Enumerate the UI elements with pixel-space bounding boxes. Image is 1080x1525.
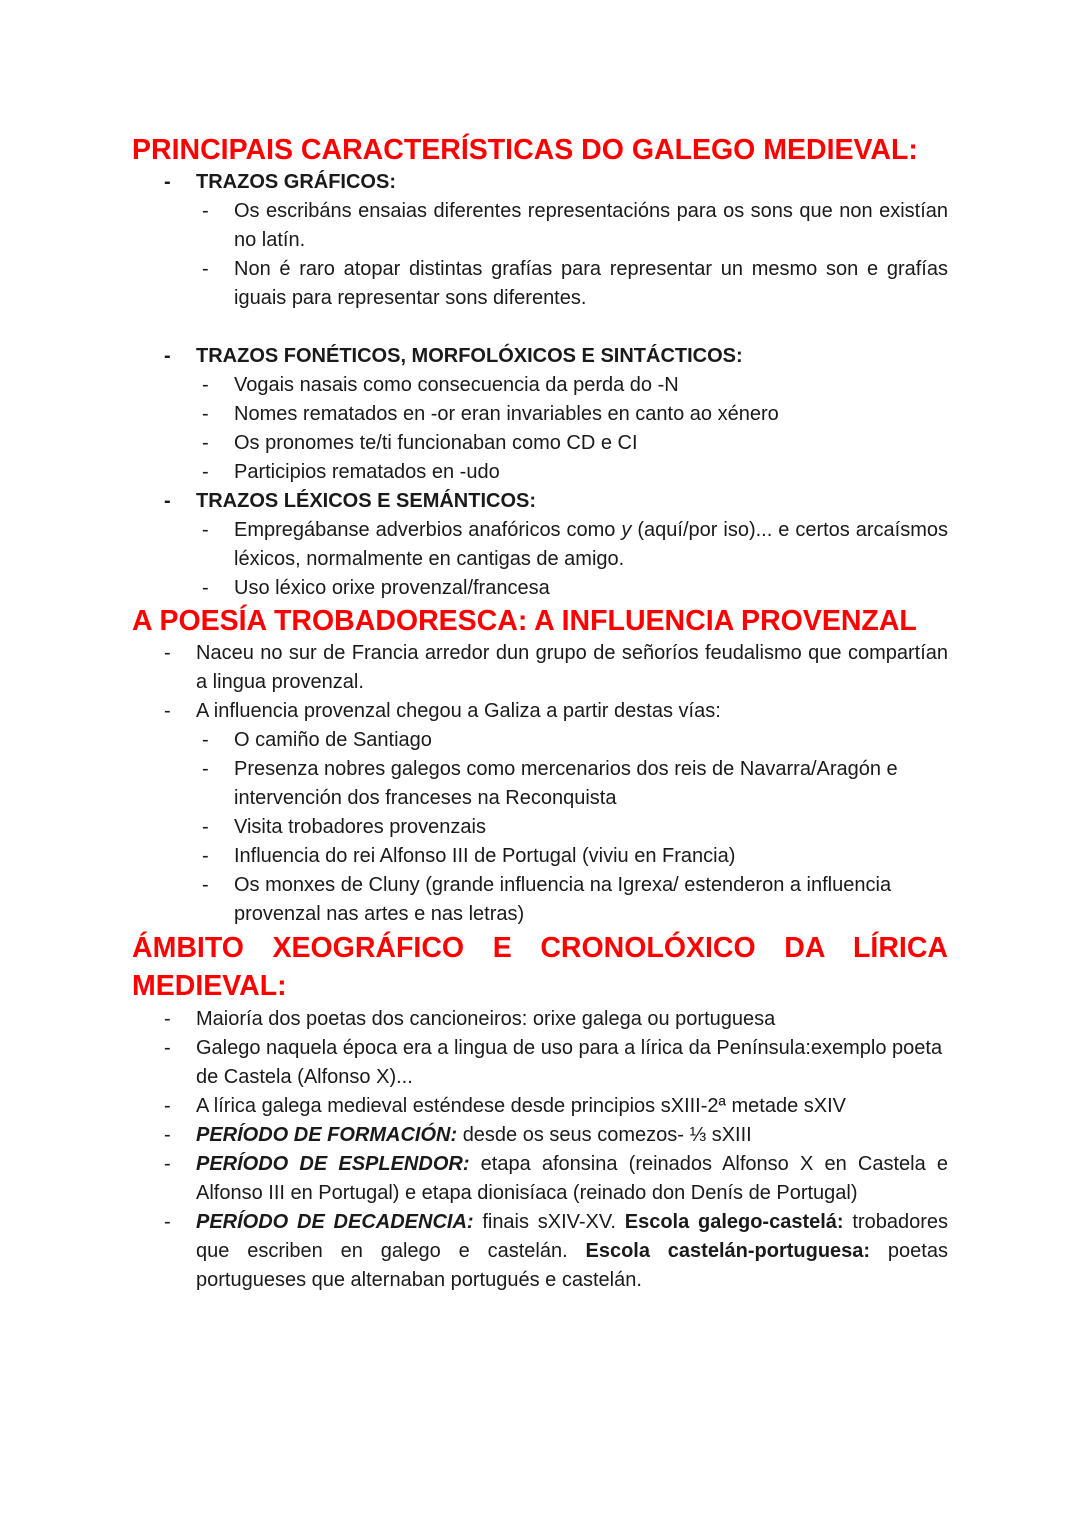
list-item: - Os escribáns ensaias diferentes representacións para os sons que non existían no latín. [202,200,948,251]
list-item-formacion: - PERÍODO DE FORMACIÓN: desde os seus comezos- ⅓ sXIII [164,1124,752,1146]
list-item: - Os pronomes te/ti funcionaban como CD e CI [202,432,638,454]
list-item: - Uso léxico orixe provenzal/francesa [202,577,550,599]
list-item-esplendor: - PERÍODO DE ESPLENDOR: etapa afonsina (reinados Alfonso X en Castela e Alfonso III en Portugal) e etapa dionisíaca (reinado don Denís de Portugal) [164,1153,948,1204]
ambito-list [132,1005,948,1295]
list-item: - Galego naquela época era a lingua de uso para a lírica da Península:exemplo poeta de Castela (Alfonso X)... [164,1037,943,1088]
list-item: - Presenza nobres galegos como mercenarios dos reis de Navarra/Aragón e intervención dos franceses na Reconquista [202,758,898,809]
list-item: - Naceu no sur de Francia arredor dun grupo de señoríos feudalismo que compartían a lingua provenzal. [164,642,948,693]
list-item: - Visita trobadores provenzais [202,816,486,838]
list-item: - Participios rematados en -udo [202,461,500,483]
list-item: - Nomes rematados en -or eran invariables en canto ao xénero [202,403,779,425]
section-title-ambito: ÁMBITO XEOGRÁFICO E CRONOLÓXICO DA LÍRICA MEDIEVAL: [132,932,948,1002]
section-title-poesia-trobadoresca: A POESÍA TROBADORESCA: A INFLUENCIA PROVENZAL [132,605,917,637]
group-heading: TRAZOS GRÁFICOS: [196,171,396,193]
group-trazos-lexicos: - TRAZOS LÉXICOS E SEMÁNTICOS: [164,490,537,512]
group-heading: TRAZOS LÉXICOS E SEMÁNTICOS: [196,490,537,512]
caracteristicas-list [132,168,948,313]
list-item: - A lírica galega medieval esténdese desde principios sXIII-2ª metade sXIV [164,1095,846,1117]
list-item: - A influencia provenzal chegou a Galiza a partir destas vías: [164,700,721,722]
list-item: - Empregábanse adverbios anafóricos como y (aquí/por iso)... e certos arcaísmos léxicos, normalmente en cantigas de amigo. [202,519,948,570]
group-trazos-graficos: - TRAZOS GRÁFICOS: [164,171,396,193]
group-heading: TRAZOS FONÉTICOS, MORFOLÓXICOS E SINTÁCTICOS: [196,345,743,367]
list-item: - Vogais nasais como consecuencia da perda do -N [202,374,679,396]
list-item: - O camiño de Santiago [202,729,432,751]
group-trazos-foneticos: - TRAZOS FONÉTICOS, MORFOLÓXICOS E SINTÁCTICOS: [164,345,743,367]
section-title-caracteristicas: PRINCIPAIS CARACTERÍSTICAS DO GALEGO MEDIEVAL: [132,134,918,166]
poesia-list [132,639,948,929]
list-item: - Non é raro atopar distintas grafías para representar un mesmo son e grafías iguais para representar sons diferentes. [202,258,948,309]
list-item: - Influencia do rei Alfonso III de Portugal (viviu en Francia) [202,845,736,867]
list-item: - Maioría dos poetas dos cancioneiros: orixe galega ou portuguesa [164,1008,776,1030]
list-item: - Os monxes de Cluny (grande influencia na Igrexa/ estenderon a influencia provenzal nas artes e nas letras) [202,874,892,925]
list-item-decadencia: - PERÍODO DE DECADENCIA: finais sXIV-XV. Escola galego-castelá: trobadores que escriben en galego e castelán. Escola castelán-portuguesa: poetas portugueses que alternaban portugués e castelán. [164,1211,948,1291]
